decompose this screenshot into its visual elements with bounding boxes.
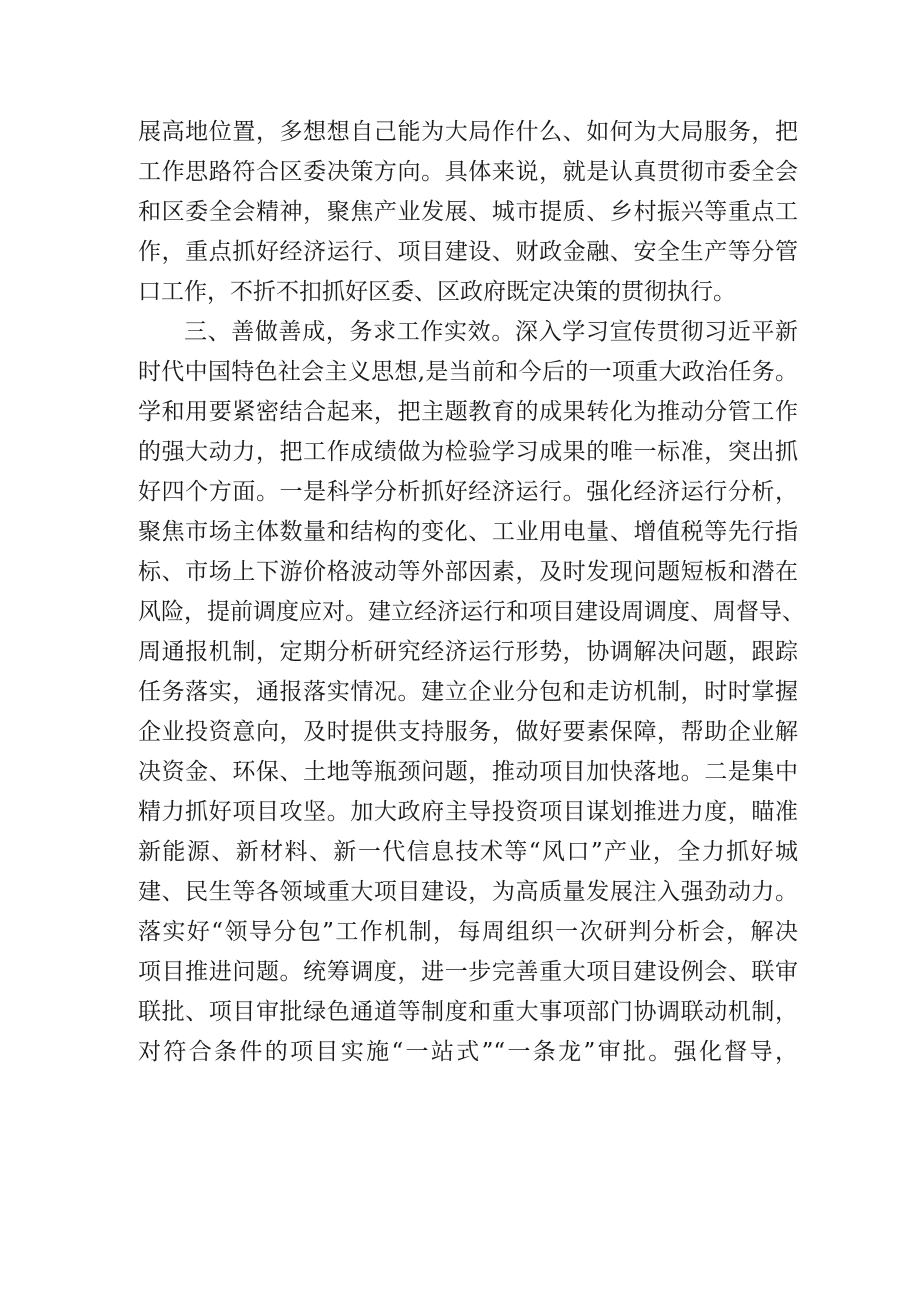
- text-line: 项目推进问题。统筹调度，进一步完善重大项目建设例会、联审: [138, 959, 798, 985]
- text-line: 周通报机制，定期分析研究经济运行形势，协调解决问题，跟踪: [138, 639, 798, 665]
- text-line: 风险，提前调度应对。建立经济运行和项目建设周调度、周督导、: [138, 599, 805, 625]
- section-three-first-line: 三、善做善成，务求工作实效。深入学习宣传贯彻习近平新: [184, 319, 798, 345]
- text-line: 对符合条件的项目实施“一站式”“一条龙”审批。强化督导，: [138, 1039, 798, 1065]
- text-line: 聚焦市场主体数量和结构的变化、工业用电量、增值税等先行指: [138, 519, 798, 545]
- text-line: 精力抓好项目攻坚。加大政府主导投资项目谋划推进力度，瞄准: [138, 799, 798, 825]
- text-line: 的强大动力，把工作成绩做为检验学习成果的唯一标准，突出抓: [138, 439, 798, 465]
- text-line: 建、民生等各领域重大项目建设，为高质量发展注入强劲动力。: [138, 879, 798, 905]
- text-line: 作，重点抓好经济运行、项目建设、财政金融、安全生产等分管: [138, 239, 798, 265]
- text-line: 展高地位置，多想想自己能为大局作什么、如何为大局服务，把: [138, 119, 798, 145]
- text-line: 决资金、环保、土地等瓶颈问题，推动项目加快落地。二是集中: [138, 759, 798, 785]
- text-line: 新能源、新材料、新一代信息技术等“风口”产业，全力抓好城: [138, 839, 798, 865]
- text-line: 任务落实，通报落实情况。建立企业分包和走访机制，时时掌握: [138, 679, 798, 705]
- text-line: 学和用要紧密结合起来，把主题教育的成果转化为推动分管工作: [138, 399, 798, 425]
- text-line: 联批、项目审批绿色通道等制度和重大事项部门协调联动机制，: [138, 999, 798, 1025]
- text-line: 口工作，不折不扣抓好区委、区政府既定决策的贯彻执行。: [138, 279, 736, 305]
- text-line: 时代中国特色社会主义思想,是当前和今后的一项重大政治任务。: [138, 359, 798, 385]
- text-line: 工作思路符合区委决策方向。具体来说，就是认真贯彻市委全会: [138, 159, 798, 185]
- text-line: 和区委全会精神，聚焦产业发展、城市提质、乡村振兴等重点工: [138, 199, 798, 225]
- text-line: 好四个方面。一是科学分析抓好经济运行。强化经济运行分析，: [138, 479, 798, 505]
- text-line: 落实好“领导分包”工作机制，每周组织一次研判分析会，解决: [138, 919, 798, 945]
- text-line: 标、市场上下游价格波动等外部因素，及时发现问题短板和潜在: [138, 559, 798, 585]
- document-body: [138, 112, 805, 1072]
- text-line: 企业投资意向，及时提供支持服务，做好要素保障，帮助企业解: [138, 719, 798, 745]
